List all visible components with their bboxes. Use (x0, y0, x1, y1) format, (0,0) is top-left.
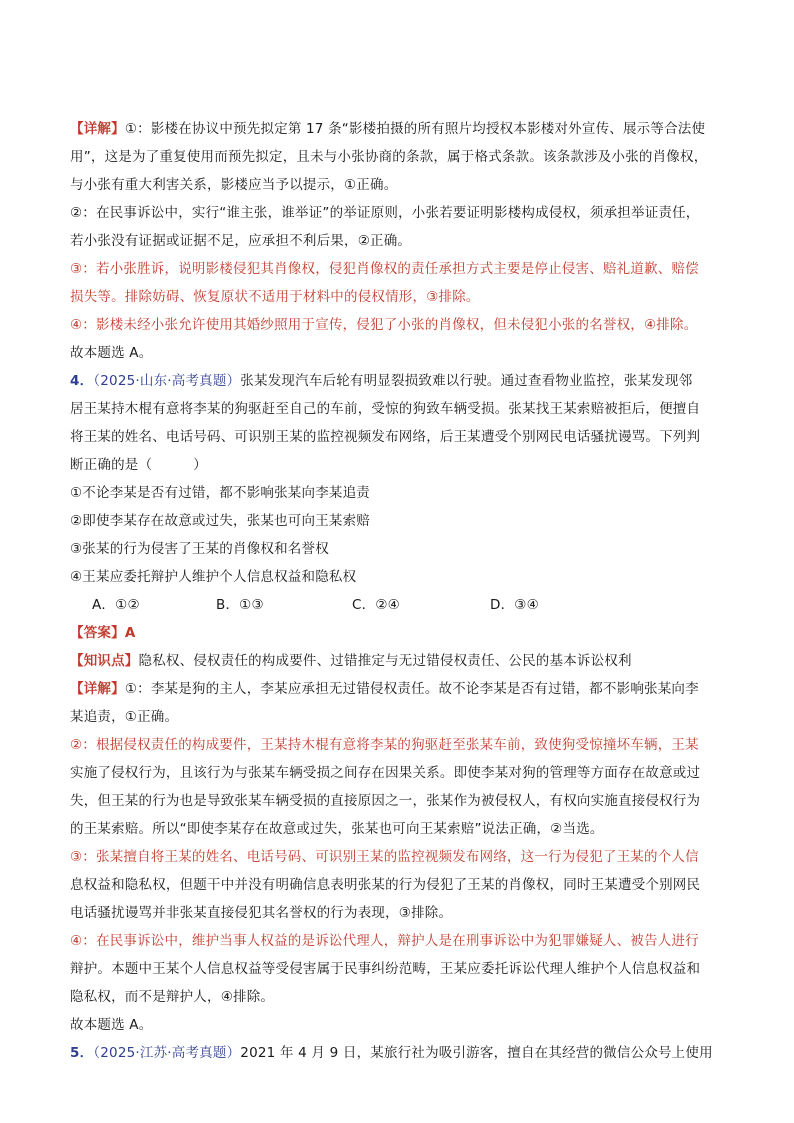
q4-detail-line-1: 【详解】①：李某是狗的主人，李某应承担无过错侵权责任。故不论李某是否有过错，都不影响张某向李 (70, 681, 699, 697)
option-a: A．①② (92, 597, 140, 613)
q3-detail-line-1: 【详解】①：影楼在协议中预先拟定第 17 条“影楼拍摄的所有照片均授权本影楼对外宣传、展示等合法使 (70, 121, 706, 137)
detail-tag: 【详解】 (70, 121, 125, 137)
q3-detail-line-6: ③：若小张胜诉，说明影楼侵犯其肖像权，侵犯肖像权的责任承担方式主要是停止侵害、赔礼道歉、赔偿 (70, 261, 699, 277)
q4-stem-line-2: 居王某持木棍有意将李某的狗驱赶至自己的车前，受惊的狗致车辆受损。张某找王某索赔被拒后，便擅自 (70, 401, 701, 417)
q4-detail-line-6: 的王某索赔。所以“即使李某存在故意或过失，张某也可向王某索赔”说法正确，②当选。 (70, 821, 604, 837)
q5-stem-line-1: 5．（2025·江苏·高考真题）2021 年 4 月 9 日，某旅行社为吸引游客，擅自在其经营的微信公众号上使用 (70, 1045, 713, 1061)
q4-stem-line-4: 断正确的是（ ） (70, 457, 207, 473)
q4-detail-line-11: 辩护。本题中王某个人信息权益等受侵害属于民事纠纷范畴，王某应委托诉讼代理人维护个人信息权益和 (70, 961, 701, 977)
q4-detail-line-7: ③：张某擅自将王某的姓名、电话号码、可识别王某的监控视频发布网络，这一行为侵犯了王某的个人信 (70, 849, 699, 865)
q4-knowledge: 【知识点】隐私权、侵权责任的构成要件、过错推定与无过错侵权责任、公民的基本诉讼权利 (70, 653, 632, 669)
question-number: 5． (70, 1045, 94, 1061)
q4-item-3: ③张某的行为侵害了王某的肖像权和名誉权 (70, 541, 329, 557)
q4-item-4: ④王某应委托辩护人维护个人信息权益和隐私权 (70, 569, 357, 585)
q3-conclusion: 故本题选 A。 (70, 345, 153, 361)
q4-detail-line-9: 电话骚扰谩骂并非张某直接侵犯其名誉权的行为表现，③排除。 (70, 905, 453, 921)
detail-tag: 【详解】 (70, 681, 125, 697)
q3-detail-line-5: 若小张没有证据或证据不足，应承担不利后果，②正确。 (70, 233, 412, 249)
q3-detail-line-8: ④：影楼未经小张允许使用其婚纱照用于宣传，侵犯了小张的肖像权，但未侵犯小张的名誉权，④排除。 (70, 317, 698, 333)
q4-answer (70, 624, 135, 642)
q4-detail-line-5: 失，但王某的行为也是导致张某车辆受损的直接原因之一，张某作为被侵权人，有权向实施直接侵权行为 (70, 793, 701, 809)
q4-stem-line-1: 4．（2025·山东·高考真题）张某发现汽车后轮有明显裂损致难以行驶。通过查看物业监控，张某发现邻 (70, 373, 693, 389)
q3-detail-line-7: 损失等。排除妨碍、恢复原状不适用于材料中的侵权情形，③排除。 (70, 289, 480, 305)
q4-detail-line-12: 隐私权，而不是辩护人，④排除。 (70, 989, 275, 1005)
q4-detail-line-3: ②：根据侵权责任的构成要件，王某持木棍有意将李某的狗驱赶至张某车前，致使狗受惊撞坏车辆，王某 (70, 737, 699, 753)
question-number: 4． (70, 373, 94, 389)
knowledge-tag: 【知识点】 (70, 653, 139, 669)
q4-options (92, 596, 539, 614)
q4-item-2: ②即使李某存在故意或过失，张某也可向王某索赔 (70, 513, 371, 529)
option-c: C．②④ (352, 597, 400, 613)
option-d: D．③④ (490, 597, 539, 613)
q3-detail-line-3: 与小张有重大利害关系，影楼应当予以提示，①正确。 (70, 177, 398, 193)
q4-conclusion: 故本题选 A。 (70, 1017, 153, 1033)
q4-detail-line-4: 实施了侵权行为，且该行为与张某车辆受损之间存在因果关系。即使李某对狗的管理等方面存在故意或过 (70, 765, 701, 781)
question-source: （2025·江苏·高考真题） (93, 1045, 241, 1061)
option-b: B．①③ (216, 597, 264, 613)
answer-tag: 【答案】 (70, 625, 125, 641)
q4-stem-line-3: 将王某的姓名、电话号码、可识别王某的监控视频发布网络，后王某遭受个别网民电话骚扰谩骂。下列判 (70, 429, 701, 445)
q3-detail-line-4: ②：在民事诉讼中，实行“谁主张，谁举证”的举证原则，小张若要证明影楼构成侵权，须承担举证责任， (70, 205, 700, 221)
answer-value: A (124, 625, 136, 641)
q3-detail-line-2: 用”，这是为了重复使用而预先拟定，且未与小张协商的条款，属于格式条款。该条款涉及小张的肖像权， (70, 149, 708, 165)
question-source: （2025·山东·高考真题） (93, 373, 241, 389)
q4-detail-line-2: 某追责，①正确。 (70, 709, 179, 725)
q4-item-1: ①不论李某是否有过错，都不影响张某向李某追责 (70, 485, 371, 501)
q4-detail-line-8: 息权益和隐私权，但题干中并没有明确信息表明张某的行为侵犯了王某的肖像权，同时王某遭受个别网民 (70, 877, 701, 893)
q4-detail-line-10: ④：在民事诉讼中，维护当事人权益的是诉讼代理人，辩护人是在刑事诉讼中为犯罪嫌疑人、被告人进行 (70, 933, 699, 949)
